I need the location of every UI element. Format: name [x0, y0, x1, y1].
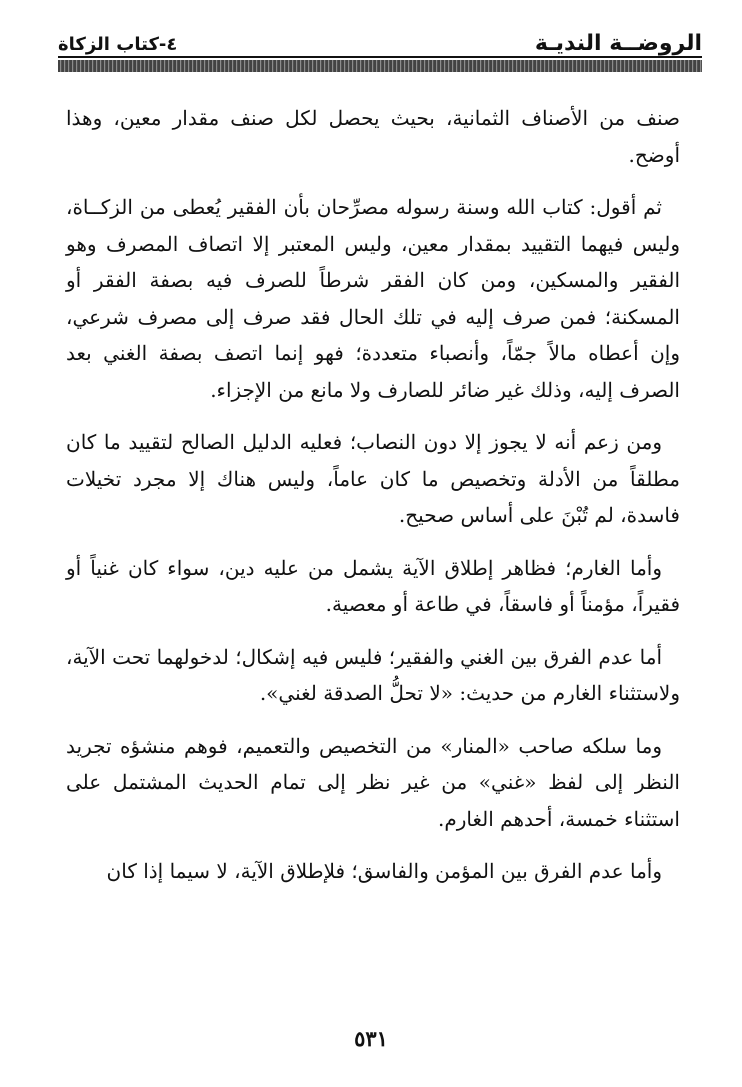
page-number: ٥٣١ [354, 1026, 388, 1051]
chapter-title: ٤-كتاب الزكاة [58, 34, 178, 55]
header-rule-band [58, 60, 702, 72]
paragraph-4: وأما الغارم؛ فظاهر إطلاق الآية يشمل من عليه دين، سواء كان غنياً أو فقيراً، مؤمناً أو فاسقاً، في طاعة أو معصية. [66, 555, 680, 616]
running-header [58, 30, 702, 64]
paragraph-7: وأما عدم الفرق بين المؤمن والفاسق؛ فلإطلاق الآية، لا سيما إذا كان [106, 859, 662, 883]
book-title: الروضــة النديـة [534, 31, 702, 56]
page-body [66, 100, 680, 906]
paragraph-2: ثم أقول: كتاب الله وسنة رسوله مصرِّحان بأن الفقير يُعطى من الزكــاة، وليس فيهما التقييد بمقدار معين، وليس المعتبر إلا اتصاف المصرف وهو الفقير والمسكين، ومن كان الفقر شرطاً للصرف فيه بصفة الفقر أو المسكنة؛ فمن صرف إليه في تلك الحال فقد صرف إلى مصرف شرعي، وإن أعطاه مالاً جمّاً، وأنصباء متعددة؛ فهو إنما اتصف بصفة الغني بعد الصرف إليه، وذلك غير ضائر للصارف ولا مانع من الإجزاء. [66, 195, 680, 402]
paragraph-6: وما سلكه صاحب «المنار» من التخصيص والتعميم، فوهم منشؤه تجريد النظر إلى لفظ «غني» من غير نظر إلى تمام الحديث المشتمل على استثناء خمسة، أحدهم الغارم. [66, 733, 680, 831]
paragraph-1: صنف من الأصناف الثمانية، بحيث يحصل لكل صنف مقدار معين، وهذا أوضح. [66, 106, 680, 167]
header-rule-line [58, 56, 702, 58]
paragraph-5: أما عدم الفرق بين الغني والفقير؛ فليس فيه إشكال؛ لدخولهما تحت الآية، ولاستثناء الغارم من حديث: «لا تحلُّ الصدقة لغني». [66, 644, 680, 705]
paragraph-3: ومن زعم أنه لا يجوز إلا دون النصاب؛ فعليه الدليل الصالح لتقييد ما كان مطلقاً من الأدلة وتخصيص ما كان عاماً، وليس هناك إلا مجرد تخيلات فاسدة، لم تُبْنَ على أساس صحيح. [66, 430, 680, 527]
